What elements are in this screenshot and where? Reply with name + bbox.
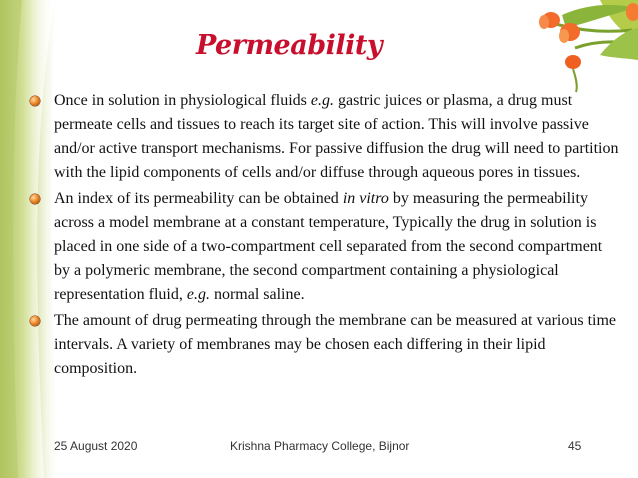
bullet-marker-icon: [30, 96, 40, 106]
bullet-marker-icon: [30, 316, 40, 326]
bullet-text: [54, 312, 616, 377]
footer-college: Krishna Pharmacy College, Bijnor: [230, 439, 410, 453]
bullet-text-italic: in vitro: [342, 190, 389, 207]
footer-date: 25 August 2020: [54, 439, 138, 453]
bullet-text: [54, 92, 618, 181]
bullet-marker-icon: [30, 194, 40, 204]
bullet-item: [30, 89, 620, 185]
bullet-text-italic: e.g.: [310, 92, 334, 109]
bullet-item: [30, 309, 620, 381]
bullet-text-segment: normal saline.: [209, 286, 305, 303]
footer-page-number: 45: [568, 439, 582, 453]
bullet-text: [54, 190, 602, 303]
bullet-text-italic: e.g.: [186, 286, 210, 303]
slide-title: Permeability: [195, 30, 383, 61]
bullet-text-segment: by measuring the permeability across a model membrane at a constant temperature, Typically the drug in solution is placed in one side of a two-compartment cell separated from the second compartment by a polymeric membrane, the second compartment containing a physiological representation fluid,: [54, 190, 603, 303]
bullet-text-segment: gastric juices or plasma, a drug must permeate cells and tissues to reach its target site of action. This will involve passive and/or active transport mechanisms. For passive diffusion the drug will need to partition with the lipid components of cells and/or diffuse through aqueous pores in tissues.: [54, 92, 619, 181]
bullet-text-segment: The amount of drug permeating through the membrane can be measured at various time intervals. A variety of membranes may be chosen each differing in their lipid composition.: [54, 312, 617, 377]
bullet-text-segment: An index of its permeability can be obtained: [54, 190, 343, 207]
bullet-text-segment: Once in solution in physiological fluids: [54, 92, 311, 109]
bullet-list: [30, 89, 620, 383]
bullet-item: [30, 187, 620, 307]
